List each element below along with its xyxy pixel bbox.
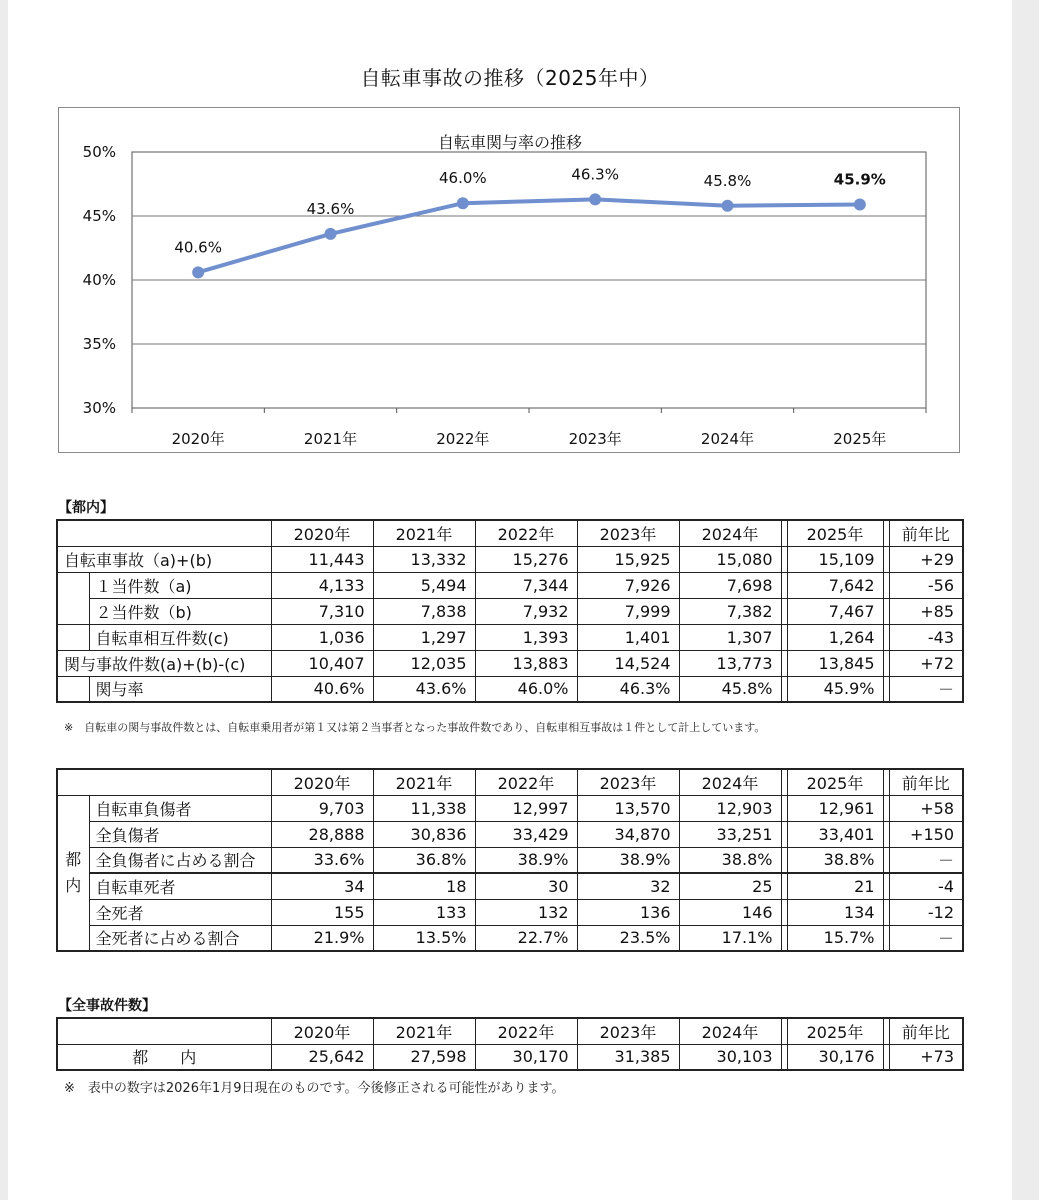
cell-diff: +29 xyxy=(889,546,963,572)
document-title: 自転車事故の推移（2025年中） xyxy=(360,66,660,90)
cell-value: 40.6% xyxy=(271,676,373,702)
header-year: 2020年 xyxy=(271,1018,373,1044)
data-label: 46.0% xyxy=(439,169,487,188)
all-accidents-table xyxy=(56,1017,964,1071)
cell-value: 7,926 xyxy=(577,572,679,598)
cell-value: 15,109 xyxy=(787,546,883,572)
cell-diff: +72 xyxy=(889,650,963,676)
header-year: 2023年 xyxy=(577,1018,679,1044)
row-label: 都 内 xyxy=(57,1044,271,1070)
row-label: 全負傷者に占める割合 xyxy=(89,847,271,873)
cell-diff: +150 xyxy=(889,821,963,847)
x-tick-label: 2024年 xyxy=(700,430,755,448)
table-header-row xyxy=(57,769,963,795)
y-tick-label: 30% xyxy=(82,399,116,417)
data-point xyxy=(589,193,601,205)
bicycle-accident-table xyxy=(56,519,964,703)
x-tick-label: 2023年 xyxy=(568,430,622,448)
table-row xyxy=(57,650,963,676)
cell-value: 15,080 xyxy=(679,546,781,572)
table-row xyxy=(57,899,963,925)
cell-value: 12,035 xyxy=(373,650,475,676)
cell-value: 32 xyxy=(577,873,679,899)
cell-value: 1,036 xyxy=(271,624,373,650)
table-header-row xyxy=(57,520,963,546)
header-year: 2024年 xyxy=(679,1018,781,1044)
header-diff: 前年比 xyxy=(889,769,963,795)
cell-value: 13,570 xyxy=(577,795,679,821)
cell-diff: +58 xyxy=(889,795,963,821)
cell-value: 133 xyxy=(373,899,475,925)
cell-value: 9,703 xyxy=(271,795,373,821)
data-label: 40.6% xyxy=(174,238,222,257)
cell-value: 1,307 xyxy=(679,624,781,650)
table3-footnote: ※ 表中の数字は2026年1月9日現在のものです。今後修正される可能性があります。 xyxy=(64,1081,565,1096)
header-year: 2025年 xyxy=(787,520,883,546)
cell-value: 46.0% xyxy=(475,676,577,702)
y-tick-label: 35% xyxy=(82,335,116,353)
cell-value: 1,401 xyxy=(577,624,679,650)
series-line xyxy=(198,199,860,272)
cell-diff: -43 xyxy=(889,624,963,650)
cell-value: 30 xyxy=(475,873,577,899)
cell-value: 1,297 xyxy=(373,624,475,650)
cell-value: 7,642 xyxy=(787,572,883,598)
header-year: 2024年 xyxy=(679,769,781,795)
cell-value: 30,103 xyxy=(679,1044,781,1070)
cell-value: 21.9% xyxy=(271,925,373,951)
cell-value: 45.8% xyxy=(679,676,781,702)
cell-value: 132 xyxy=(475,899,577,925)
cell-value: 25 xyxy=(679,873,781,899)
row-label: ２当件数（b) xyxy=(89,598,271,624)
rate-line-chart xyxy=(58,107,960,453)
cell-value: 13.5% xyxy=(373,925,475,951)
row-label: 自転車相互件数(c) xyxy=(89,624,271,650)
cell-value: 5,494 xyxy=(373,572,475,598)
cell-value: 34 xyxy=(271,873,373,899)
cell-value: 21 xyxy=(787,873,883,899)
cell-value: 15,925 xyxy=(577,546,679,572)
table-row xyxy=(57,795,963,821)
cell-value: 7,344 xyxy=(475,572,577,598)
header-diff: 前年比 xyxy=(889,1018,963,1044)
cell-diff: － xyxy=(889,925,963,951)
casualty-table xyxy=(56,768,964,952)
cell-value: 12,961 xyxy=(787,795,883,821)
cell-value: 146 xyxy=(679,899,781,925)
cell-value: 14,524 xyxy=(577,650,679,676)
x-tick-label: 2021年 xyxy=(303,430,358,448)
header-year: 2020年 xyxy=(271,520,373,546)
cell-value: 1,264 xyxy=(787,624,883,650)
cell-value: 13,883 xyxy=(475,650,577,676)
cell-value: 43.6% xyxy=(373,676,475,702)
data-label: 43.6% xyxy=(306,199,355,218)
cell-value: 11,338 xyxy=(373,795,475,821)
row-label: 自転車負傷者 xyxy=(89,795,271,821)
cell-value: 30,170 xyxy=(475,1044,577,1070)
cell-value: 10,407 xyxy=(271,650,373,676)
table-row xyxy=(57,873,963,899)
table-header-row xyxy=(57,1018,963,1044)
cell-value: 155 xyxy=(271,899,373,925)
row-label: 自転車事故（a)+(b) xyxy=(57,546,271,572)
cell-value: 38.9% xyxy=(475,847,577,873)
data-point xyxy=(192,266,204,278)
cell-value: 38.8% xyxy=(787,847,883,873)
y-tick-label: 50% xyxy=(82,143,116,161)
cell-value: 33.6% xyxy=(271,847,373,873)
cell-diff: +73 xyxy=(889,1044,963,1070)
cell-value: 134 xyxy=(787,899,883,925)
cell-value: 31,385 xyxy=(577,1044,679,1070)
cell-value: 30,836 xyxy=(373,821,475,847)
cell-diff: +85 xyxy=(889,598,963,624)
header-year: 2020年 xyxy=(271,769,373,795)
cell-value: 18 xyxy=(373,873,475,899)
table-row xyxy=(57,676,963,702)
cell-value: 7,467 xyxy=(787,598,883,624)
header-year: 2022年 xyxy=(475,520,577,546)
cell-value: 136 xyxy=(577,899,679,925)
x-tick-label: 2025年 xyxy=(833,430,887,448)
table-row xyxy=(57,847,963,873)
cell-value: 38.8% xyxy=(679,847,781,873)
cell-value: 7,932 xyxy=(475,598,577,624)
cell-value: 13,773 xyxy=(679,650,781,676)
cell-value: 13,332 xyxy=(373,546,475,572)
side-label-tonai: 都内 xyxy=(57,795,89,951)
row-label: 関与事故件数(a)+(b)-(c) xyxy=(57,650,271,676)
table-row xyxy=(57,624,963,650)
table-row xyxy=(57,546,963,572)
header-year: 2024年 xyxy=(679,520,781,546)
cell-value: 36.8% xyxy=(373,847,475,873)
cell-value: 45.9% xyxy=(787,676,883,702)
cell-value: 15.7% xyxy=(787,925,883,951)
data-point xyxy=(722,200,734,212)
header-diff: 前年比 xyxy=(889,520,963,546)
header-year: 2025年 xyxy=(787,769,883,795)
row-label: 自転車死者 xyxy=(89,873,271,899)
header-year: 2025年 xyxy=(787,1018,883,1044)
cell-value: 12,903 xyxy=(679,795,781,821)
cell-diff: － xyxy=(889,676,963,702)
cell-value: 28,888 xyxy=(271,821,373,847)
cell-value: 12,997 xyxy=(475,795,577,821)
cell-diff: -12 xyxy=(889,899,963,925)
cell-value: 7,382 xyxy=(679,598,781,624)
row-label: 全死者に占める割合 xyxy=(89,925,271,951)
cell-value: 7,999 xyxy=(577,598,679,624)
section-label-tonai: 【都内】 xyxy=(58,500,114,516)
cell-value: 34,870 xyxy=(577,821,679,847)
row-label: 関与率 xyxy=(89,676,271,702)
header-year: 2022年 xyxy=(475,769,577,795)
header-year: 2021年 xyxy=(373,1018,475,1044)
y-tick-label: 45% xyxy=(82,207,116,225)
header-year: 2023年 xyxy=(577,769,679,795)
cell-value: 7,698 xyxy=(679,572,781,598)
data-point xyxy=(325,228,337,240)
chart-title: 自転車関与率の推移 xyxy=(437,133,582,152)
row-label: 全負傷者 xyxy=(89,821,271,847)
table-row xyxy=(57,598,963,624)
cell-diff: -56 xyxy=(889,572,963,598)
header-year: 2022年 xyxy=(475,1018,577,1044)
row-label: １当件数（a) xyxy=(89,572,271,598)
cell-diff: -4 xyxy=(889,873,963,899)
table-row xyxy=(57,1044,963,1070)
document-page xyxy=(8,0,1012,1200)
table1-footnote: ※ 自転車の関与事故件数とは、自転車乗用者が第１又は第２当事者となった事故件数であり、自転車相互事故は１件として計上しています。 xyxy=(64,721,766,734)
cell-value: 30,176 xyxy=(787,1044,883,1070)
data-point xyxy=(854,198,866,210)
chart-canvas xyxy=(59,108,959,452)
cell-value: 33,251 xyxy=(679,821,781,847)
header-year: 2023年 xyxy=(577,520,679,546)
y-tick-label: 40% xyxy=(82,271,116,289)
data-label: 46.3% xyxy=(571,165,619,184)
cell-value: 13,845 xyxy=(787,650,883,676)
cell-value: 1,393 xyxy=(475,624,577,650)
x-tick-label: 2022年 xyxy=(436,430,490,448)
data-label: 45.8% xyxy=(703,171,752,190)
cell-value: 22.7% xyxy=(475,925,577,951)
cell-value: 7,310 xyxy=(271,598,373,624)
cell-diff: － xyxy=(889,847,963,873)
cell-value: 33,401 xyxy=(787,821,883,847)
cell-value: 23.5% xyxy=(577,925,679,951)
cell-value: 25,642 xyxy=(271,1044,373,1070)
header-year: 2021年 xyxy=(373,769,475,795)
cell-value: 17.1% xyxy=(679,925,781,951)
cell-value: 38.9% xyxy=(577,847,679,873)
data-point xyxy=(457,197,469,209)
cell-value: 4,133 xyxy=(271,572,373,598)
cell-value: 33,429 xyxy=(475,821,577,847)
table-row xyxy=(57,821,963,847)
cell-value: 11,443 xyxy=(271,546,373,572)
cell-value: 46.3% xyxy=(577,676,679,702)
header-year: 2021年 xyxy=(373,520,475,546)
section-label-all-accidents: 【全事故件数】 xyxy=(58,998,156,1014)
x-tick-label: 2020年 xyxy=(171,430,225,448)
cell-value: 7,838 xyxy=(373,598,475,624)
data-label: 45.9% xyxy=(833,170,886,189)
cell-value: 15,276 xyxy=(475,546,577,572)
row-label: 全死者 xyxy=(89,899,271,925)
cell-value: 27,598 xyxy=(373,1044,475,1070)
table-row xyxy=(57,925,963,951)
table-row xyxy=(57,572,963,598)
